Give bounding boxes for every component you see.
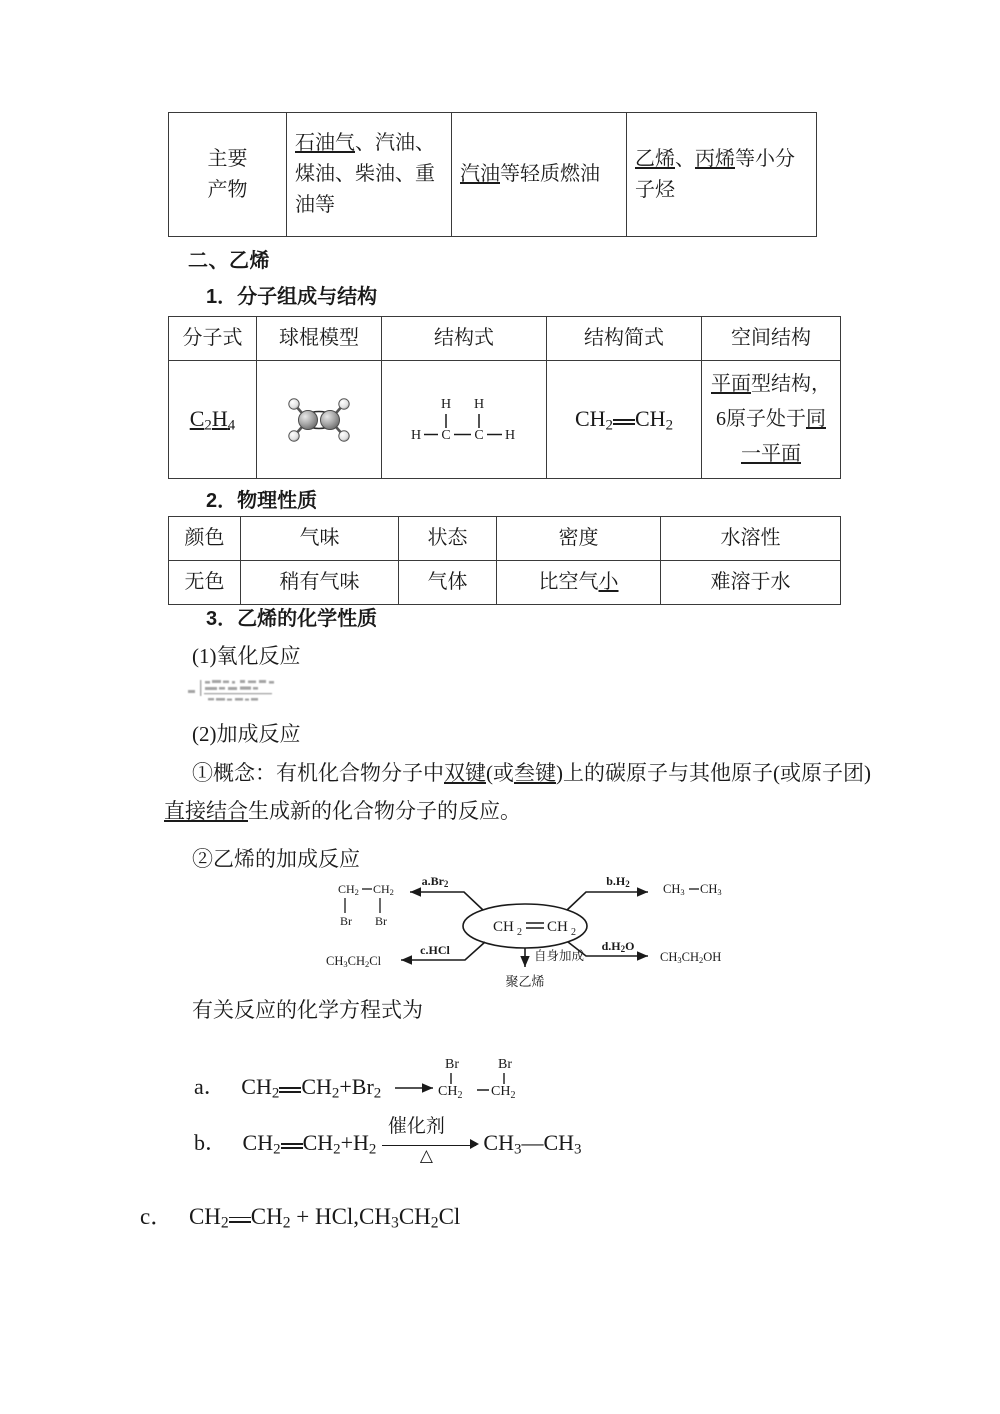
hub-ellipse — [463, 904, 587, 948]
svg-text:H: H — [473, 396, 485, 412]
branch-product-d: CH3CH2OH — [660, 950, 722, 965]
cell-structural-formula — [382, 361, 547, 479]
cell-ball-stick-model — [257, 361, 382, 479]
svg-text:H: H — [440, 396, 452, 412]
equation-a-label: a． — [194, 1074, 226, 1099]
text-oxidation-reaction: (1)氧化反应 — [192, 644, 301, 668]
header-structural-formula: 结构式 — [382, 317, 547, 361]
cell-solubility-value: 难溶于水 — [661, 561, 841, 605]
concept-part-c: )上的碳原子与其他原子(或原子团) — [556, 761, 871, 785]
equation-b-product: $CH_3—CH_3$ — [483, 1130, 582, 1158]
table-main-products — [168, 112, 817, 237]
underlined-term-same-plane: 同一平面 — [741, 408, 826, 465]
branch-label-a: a.Br2 — [421, 874, 449, 889]
cell-products-fractionation — [287, 113, 452, 237]
condensed-formula-ch2-ch2: $CH_2$ $CH_2$ — [574, 405, 674, 434]
svg-text:CH2: $CH_2$ — [490, 1084, 516, 1101]
table-row — [169, 113, 817, 237]
branch-label-b: b.H2 — [606, 874, 630, 889]
svg-text:2: 2 — [517, 927, 522, 938]
branch-product-c: CH3CH2Cl — [326, 954, 382, 969]
row-header-line-2: 产物 — [207, 178, 248, 201]
svg-text:2: 2 — [571, 927, 576, 938]
double-bond-glyph — [281, 1134, 303, 1156]
cell-text-rest: 等小分子烃 — [635, 147, 795, 201]
cell-odor-value: 稍有气味 — [241, 561, 399, 605]
reaction-diagram-svg — [318, 868, 742, 990]
table-physical-properties — [168, 516, 841, 605]
svg-text:CH2: CH2 — [338, 882, 359, 897]
branch-label-self-addition: 自身加成 — [534, 949, 585, 963]
cell-spatial-structure — [702, 361, 841, 479]
svg-text:CH: CH — [493, 919, 514, 935]
equation-c-label: c． — [140, 1204, 174, 1229]
cell-molecular-formula — [169, 361, 257, 479]
cell-products-pyrolysis — [627, 113, 817, 237]
svg-text:H: H — [504, 427, 516, 443]
cell-state-value: 气体 — [399, 561, 497, 605]
svg-text:CH2: $CH_2$ — [437, 1084, 463, 1101]
svg-text:CH3: CH3 — [700, 882, 722, 897]
underlined-term-petroleum-gas: 石油气 — [295, 132, 355, 154]
row-header-main-products — [169, 113, 287, 237]
text-addition-concept-line-2 — [164, 795, 521, 829]
equation-a-body: $CH_2$ $CH_2+Br_2$ — [241, 1074, 382, 1102]
equation-b — [194, 1115, 582, 1165]
svg-text:H: H — [410, 427, 422, 443]
equation-c-body: $CH_2$ $CH_2 + HCl,CH_3CH_2Cl$ — [188, 1204, 461, 1232]
cell-text-rest: 、汽油、煤油、柴油、重油等 — [295, 132, 435, 216]
table-header-row — [169, 517, 841, 561]
header-odor: 气味 — [241, 517, 399, 561]
equation-b-condition-arrow — [382, 1115, 478, 1165]
branch-label-c: c.HCl — [420, 943, 450, 957]
underlined-term-gasoline: 汽油 — [460, 163, 500, 185]
cell-separator: 、 — [675, 147, 695, 170]
faded-illegible-equation — [186, 674, 298, 708]
header-condensed-formula: 结构简式 — [547, 317, 702, 361]
underlined-term-direct-combine: 直接结合 — [164, 799, 248, 823]
concept-part-a: ①概念：有机化合物分子中 — [192, 761, 444, 785]
concept-line2-rest: 生成新的化合物分子的反应。 — [248, 799, 521, 823]
text-ethylene-addition-subitem: ②乙烯的加成反应 — [192, 847, 360, 871]
svg-text:C: C — [474, 427, 484, 443]
table-row — [169, 561, 841, 605]
heading-sub-2-physical-properties: 2．物理性质 — [206, 490, 318, 512]
heading-sub-3-chemical-properties: 3．乙烯的化学性质 — [206, 608, 378, 630]
header-density: 密度 — [497, 517, 661, 561]
cell-text-rest: 等轻质燃油 — [500, 163, 600, 185]
text-addition-reaction: (2)加成反应 — [192, 722, 301, 746]
double-bond-glyph — [229, 1207, 251, 1230]
underlined-term-planar: 平面 — [711, 373, 751, 395]
double-bond-glyph — [279, 1078, 301, 1100]
heading-sub-1-molecular-structure: 1．分子组成与结构 — [206, 286, 378, 308]
equation-a-arrow-product — [393, 1052, 553, 1108]
branch-label-d: d.H2O — [601, 939, 635, 954]
svg-text:CH: CH — [547, 919, 568, 935]
formula-c2h4: $C_2H_4$ — [189, 405, 236, 434]
cell-products-cracking — [452, 113, 627, 237]
cell-color-value: 无色 — [169, 561, 241, 605]
condition-heat: △ — [419, 1145, 433, 1165]
condition-catalyst: 催化剂 — [387, 1115, 445, 1137]
header-solubility: 水溶性 — [661, 517, 841, 561]
ethylene-structural-formula-icon — [405, 389, 523, 451]
svg-text:Br: Br — [444, 1057, 459, 1072]
underlined-term-double-bond: 双键 — [444, 761, 486, 785]
svg-text:CH3: CH3 — [663, 882, 685, 897]
reaction-hub-diagram — [318, 868, 742, 990]
table-header-row — [169, 317, 841, 361]
underlined-term-smaller: 小 — [598, 571, 619, 593]
svg-text:C: C — [441, 427, 451, 443]
underlined-term-triple-bond: 叁键 — [514, 761, 556, 785]
table-row — [169, 361, 841, 479]
svg-text:Br: Br — [340, 914, 352, 928]
heading-section-two: 二、乙烯 — [188, 250, 270, 272]
equation-b-reactants: $CH_2$ $CH_2+H_2$ — [242, 1130, 377, 1158]
svg-text:Br: Br — [497, 1057, 512, 1072]
density-prefix: 比空气 — [538, 571, 599, 593]
underlined-term-ethylene: 乙烯 — [635, 147, 675, 170]
svg-text:Br: Br — [375, 914, 387, 928]
equation-a — [194, 1052, 553, 1108]
faded-equation-glyphs — [186, 674, 298, 708]
header-color: 颜色 — [169, 517, 241, 561]
row-header-line-1: 主要 — [207, 147, 248, 170]
svg-text:CH2: CH2 — [373, 882, 394, 897]
equation-b-label: b． — [194, 1130, 228, 1155]
header-state: 状态 — [399, 517, 497, 561]
ethylene-ball-and-stick-icon — [282, 389, 356, 451]
table-molecular-structure — [168, 316, 841, 479]
text-equations-intro: 有关反应的化学方程式为 — [192, 998, 423, 1022]
spatial-text-mid: 型结构，6原子处于 — [716, 373, 831, 430]
branch-product-polyethylene: 聚乙烯 — [505, 974, 545, 989]
header-molecular-formula: 分子式 — [169, 317, 257, 361]
cell-condensed-formula — [547, 361, 702, 479]
header-ball-stick-model: 球棍模型 — [257, 317, 382, 361]
underlined-term-propylene: 丙烯 — [695, 147, 735, 170]
equation-c — [140, 1198, 460, 1232]
double-bond-glyph — [613, 410, 635, 432]
text-addition-concept-line-1 — [192, 757, 892, 791]
header-spatial-structure: 空间结构 — [702, 317, 841, 361]
cell-density-value — [497, 561, 661, 605]
concept-part-b: (或 — [486, 761, 514, 785]
